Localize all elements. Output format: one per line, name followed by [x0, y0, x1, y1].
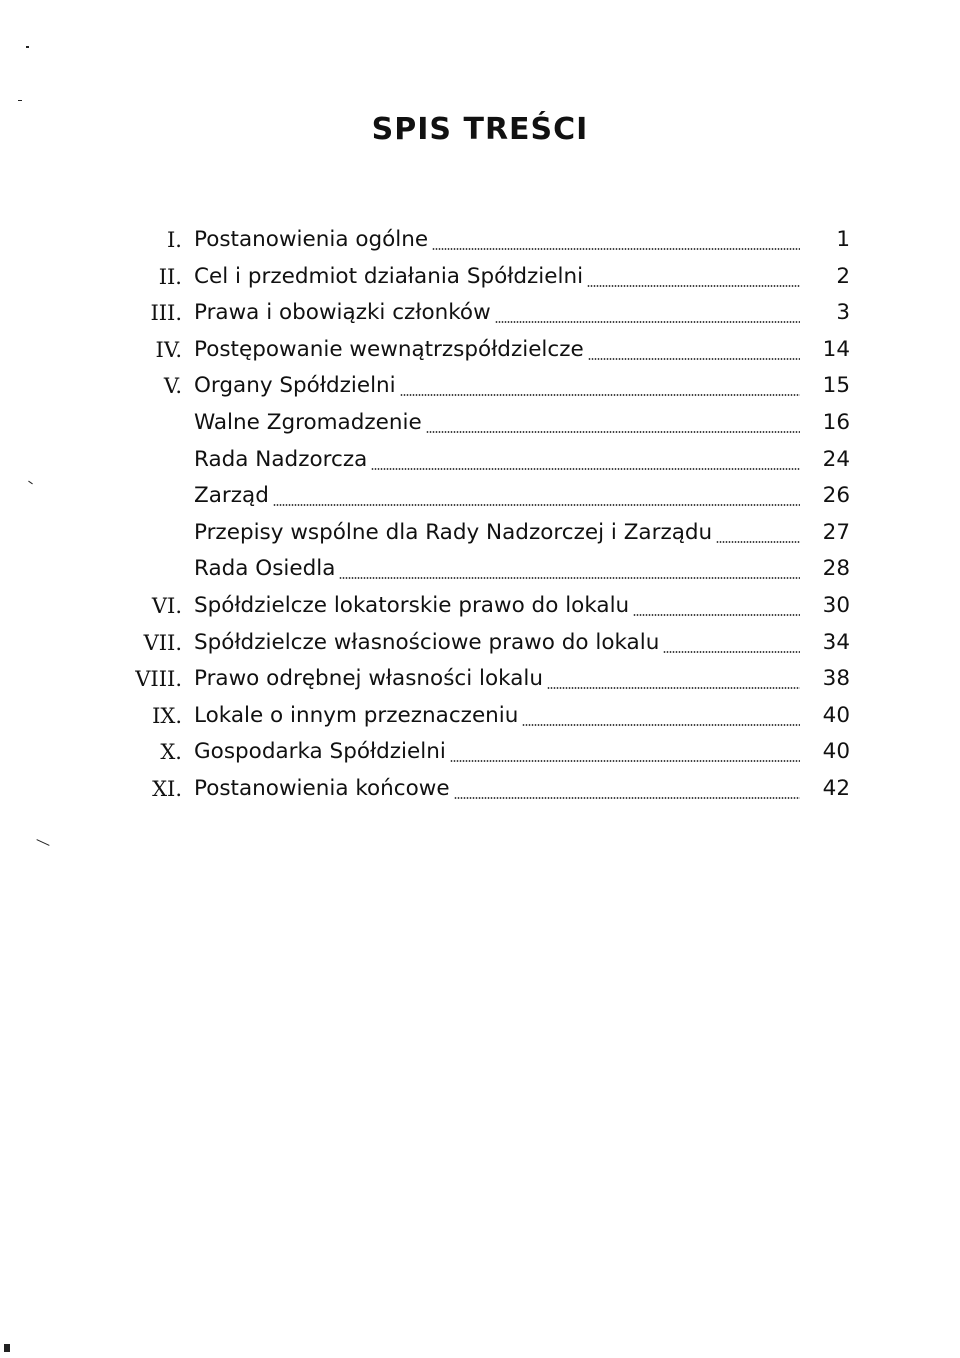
toc-entry-label: Lokale o innym przeznaczeniu — [194, 702, 519, 728]
toc-entry-label: Cel i przedmiot działania Spółdzielni — [194, 263, 584, 289]
toc-entry-label: Rada Osiedla — [194, 556, 336, 582]
dot-leader — [371, 468, 800, 470]
toc-entry-label: Postępowanie wewnątrzspółdzielcze — [194, 336, 584, 362]
toc-entry-number: VII. — [143, 630, 182, 655]
toc-entry-number: XI. — [152, 777, 182, 801]
dot-leader — [432, 248, 800, 250]
toc-entry-number: IV. — [155, 337, 182, 362]
toc-entry-page: 1 — [836, 227, 850, 252]
scan-speck — [36, 839, 49, 846]
toc-entry-label: Prawa i obowiązki członków — [194, 300, 491, 326]
dot-leader — [547, 687, 800, 689]
toc-entry-number: X. — [160, 740, 182, 765]
toc-entry-page: 24 — [822, 446, 850, 472]
toc-entry-label: Gospodarka Spółdzielni — [194, 739, 446, 765]
toc-entry-label: Rada Nadzorcza — [194, 446, 368, 472]
dot-leader — [450, 760, 800, 762]
toc-entry — [0, 478, 960, 514]
dot-leader — [273, 504, 800, 506]
toc-entry-label: Postanowienia końcowe — [194, 776, 450, 801]
toc-entry — [0, 368, 960, 404]
toc-entry-label: Organy Spółdzielni — [194, 373, 396, 399]
toc-entry-page: 40 — [822, 739, 850, 765]
toc-entry — [0, 661, 960, 697]
toc-entry — [0, 332, 960, 368]
toc-entry-label: Przepisy wspólne dla Rady Nadzorczej i Zarządu — [194, 519, 713, 545]
dot-leader — [426, 431, 800, 433]
dot-leader — [587, 285, 800, 287]
toc-entry-number: II. — [158, 264, 182, 289]
scan-speck — [26, 46, 29, 48]
toc-entry — [0, 259, 960, 295]
toc-entry-number: VIII. — [135, 667, 182, 692]
dot-leader — [400, 394, 800, 396]
toc-entry-label: Postanowienia ogólne — [194, 227, 429, 252]
toc-entry-number: VI. — [151, 594, 182, 618]
toc-entry-page: 27 — [822, 519, 850, 545]
toc-entry — [0, 588, 960, 624]
dot-leader — [495, 321, 800, 323]
toc-entry-label: Prawo odrębnej własności lokalu — [194, 666, 544, 692]
toc-entry — [0, 442, 960, 478]
toc-entry-label: Spółdzielcze własnościowe prawo do lokalu — [194, 629, 660, 655]
dot-leader — [522, 724, 800, 726]
scan-speck — [18, 100, 22, 101]
toc-entry-page: 38 — [822, 666, 850, 692]
toc-entry-page: 42 — [822, 776, 850, 801]
page-title: SPIS TREŚCI — [371, 112, 589, 147]
toc-entry-page: 15 — [822, 373, 850, 399]
toc-entry — [0, 515, 960, 551]
toc-entry — [0, 771, 960, 807]
dot-leader — [339, 577, 800, 579]
toc-entry-page: 30 — [822, 593, 850, 618]
toc-entry — [0, 551, 960, 587]
toc-entry — [0, 405, 960, 441]
dot-leader — [454, 797, 800, 799]
toc-entry — [0, 698, 960, 734]
toc-entry-page: 3 — [836, 300, 850, 326]
dot-leader — [716, 541, 800, 543]
toc-entry-number: IX. — [152, 703, 182, 728]
toc-entry-page: 26 — [822, 483, 850, 509]
toc-entry-page: 28 — [822, 556, 850, 582]
toc-entry — [0, 734, 960, 770]
toc-entry-number: I. — [167, 228, 182, 252]
toc-entry-page: 16 — [822, 410, 850, 435]
toc-entry-page: 34 — [822, 629, 850, 655]
toc-entry — [0, 625, 960, 661]
toc-entry-page: 2 — [836, 263, 850, 289]
toc-entry-page: 40 — [822, 702, 850, 728]
dot-leader — [588, 358, 800, 360]
toc-entry-label: Zarząd — [194, 483, 269, 509]
toc-entry — [0, 295, 960, 331]
toc-entry-page: 14 — [822, 336, 850, 362]
dot-leader — [633, 614, 800, 616]
toc-entry — [0, 222, 960, 258]
scan-speck — [4, 1344, 10, 1352]
toc-entry-label: Spółdzielcze lokatorskie prawo do lokalu — [194, 593, 630, 618]
dot-leader — [663, 651, 800, 653]
toc-entry-number: III. — [150, 301, 182, 326]
toc-entry-number: V. — [163, 374, 182, 399]
toc-entry-label: Walne Zgromadzenie — [194, 410, 422, 435]
